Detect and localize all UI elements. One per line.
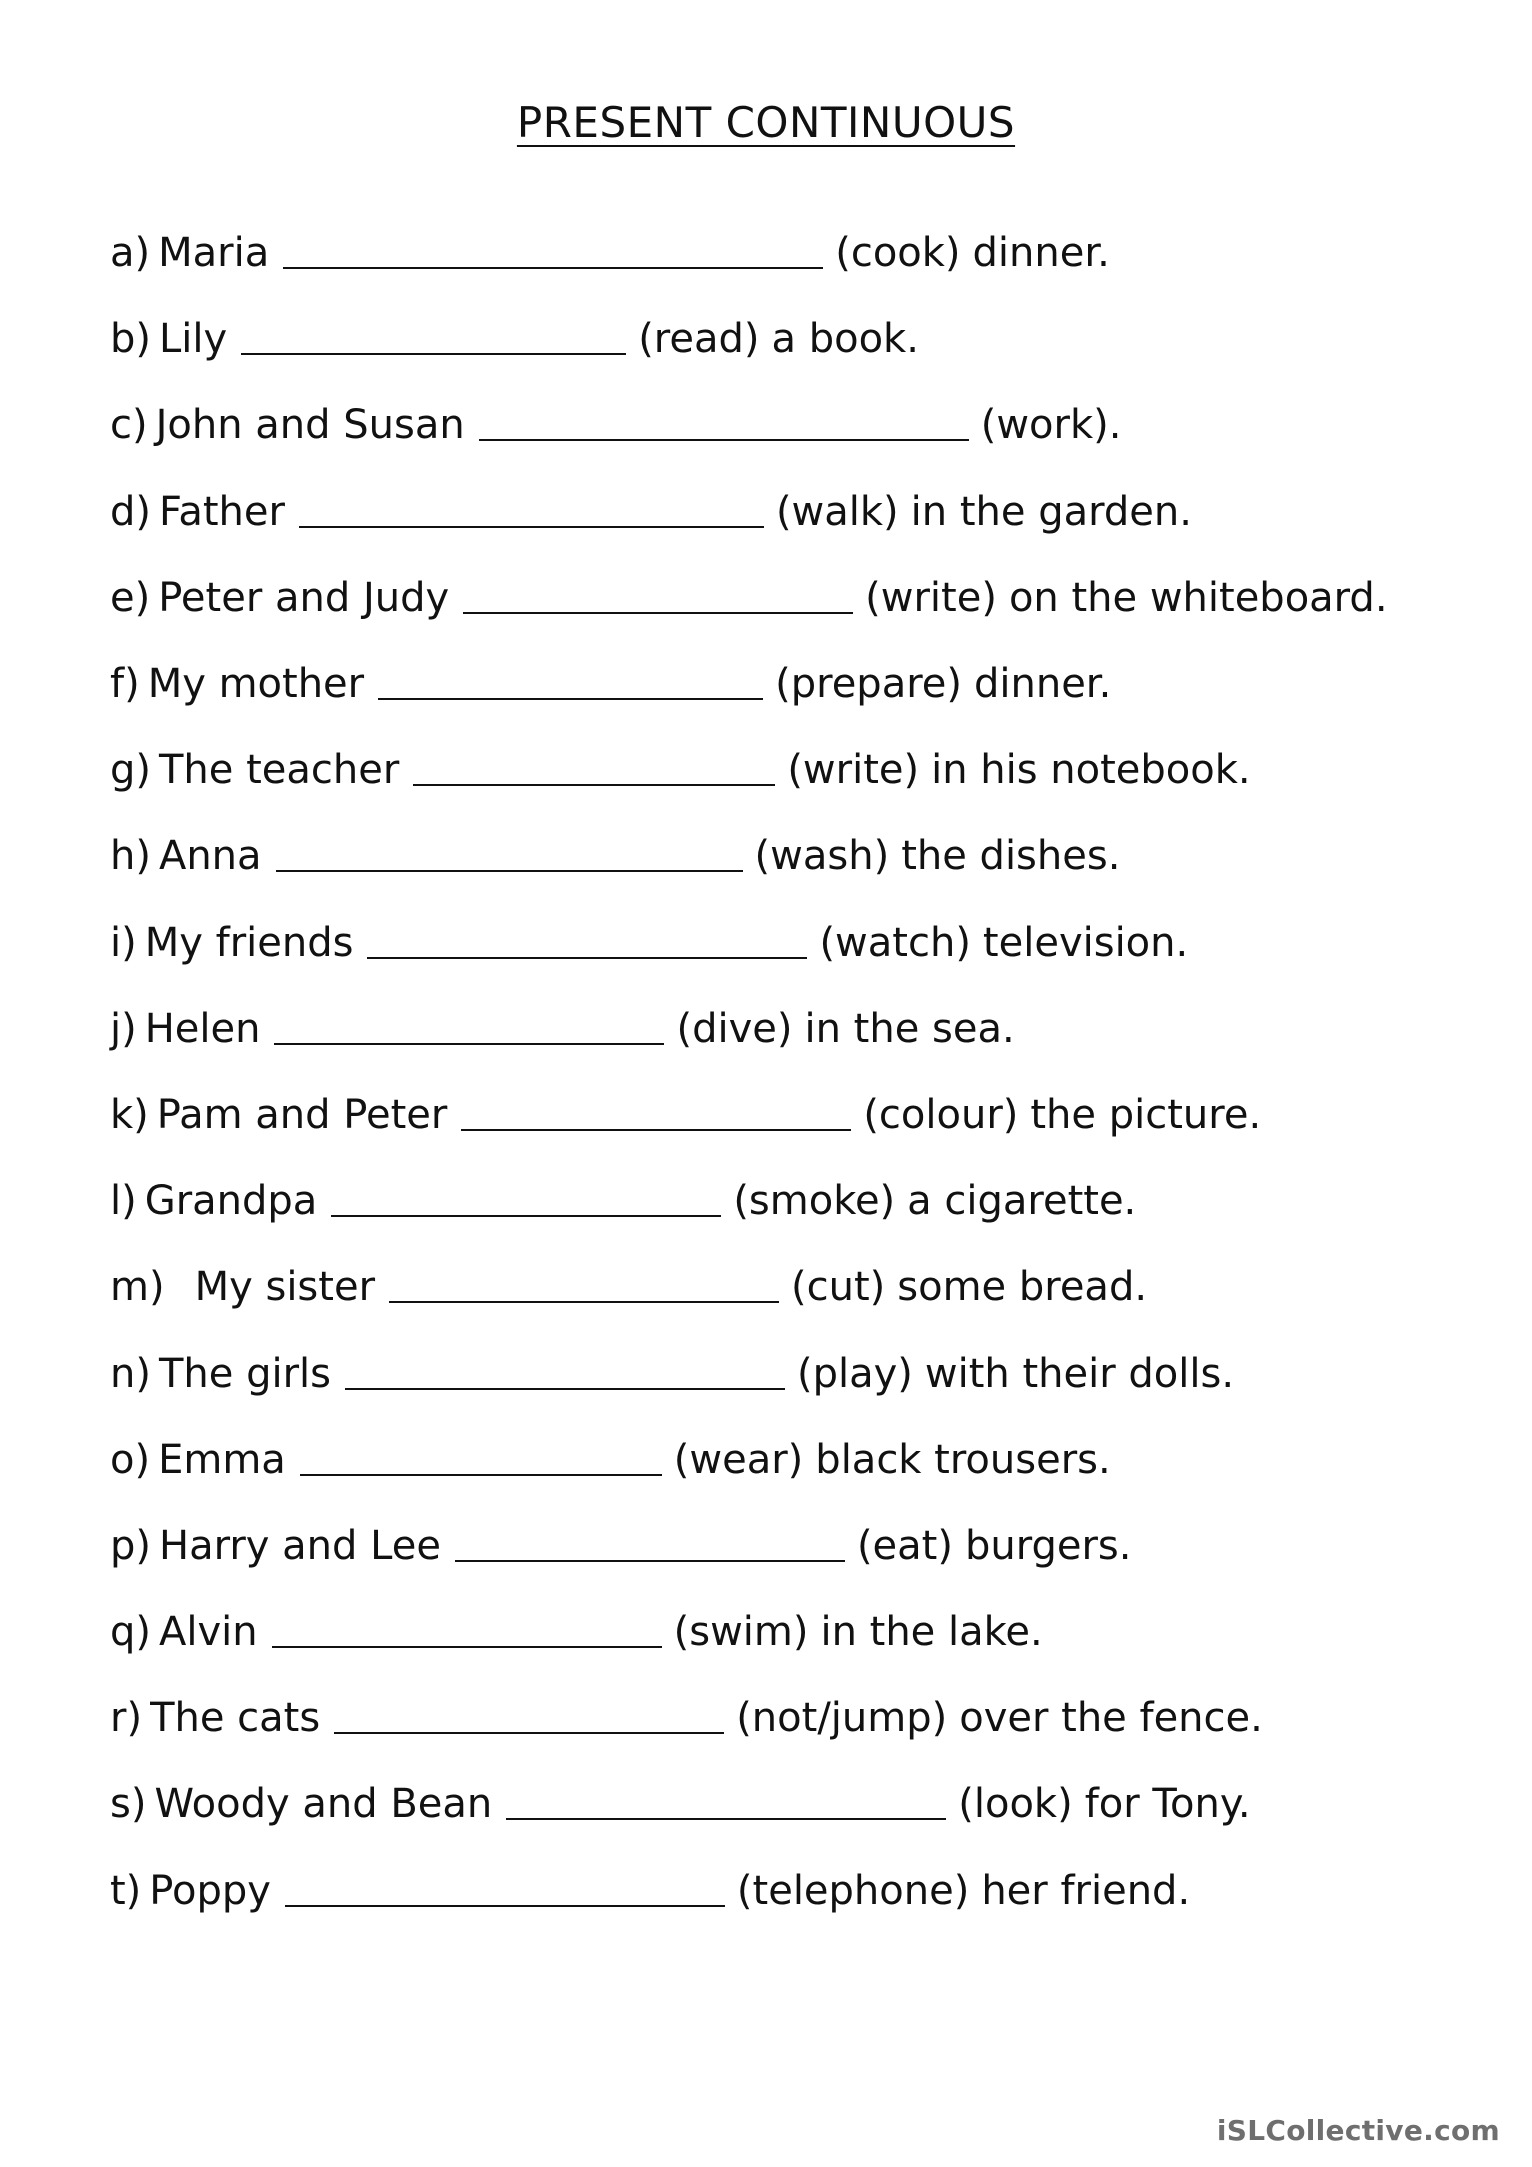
item-rest: in the garden. xyxy=(910,488,1192,535)
answer-blank[interactable] xyxy=(274,1043,664,1045)
answer-blank[interactable] xyxy=(283,267,823,269)
item-subject: My sister xyxy=(194,1264,376,1311)
item-verb-hint: (watch) xyxy=(819,919,971,966)
item-letter: r) xyxy=(110,1695,143,1742)
item-rest: over the fence. xyxy=(959,1695,1263,1742)
exercise-item xyxy=(110,900,1470,986)
item-verb-hint: (cut) xyxy=(791,1264,886,1311)
answer-blank[interactable] xyxy=(285,1905,725,1907)
answer-blank[interactable] xyxy=(463,612,853,614)
answer-blank[interactable] xyxy=(389,1301,779,1303)
item-subject: Pam and Peter xyxy=(156,1091,448,1138)
answer-blank[interactable] xyxy=(345,1388,785,1390)
item-subject: Father xyxy=(159,488,285,535)
item-subject: The girls xyxy=(158,1350,331,1397)
exercise-item xyxy=(110,1244,1470,1330)
item-rest: black trousers. xyxy=(815,1436,1111,1483)
exercise-list xyxy=(110,210,1470,1934)
exercise-item xyxy=(110,1503,1470,1589)
item-letter: g) xyxy=(110,747,151,794)
answer-blank[interactable] xyxy=(241,353,626,355)
exercise-item xyxy=(110,1675,1470,1761)
answer-blank[interactable] xyxy=(413,784,775,786)
watermark-footer: iSLCollective.com xyxy=(1216,2114,1500,2147)
item-rest: on the whiteboard. xyxy=(1008,574,1388,621)
item-letter: j) xyxy=(110,1005,137,1052)
exercise-item xyxy=(110,1589,1470,1675)
item-letter: a) xyxy=(110,230,151,277)
item-subject: Grandpa xyxy=(144,1178,318,1225)
item-rest: her friend. xyxy=(981,1867,1191,1914)
item-subject: The cats xyxy=(150,1695,321,1742)
item-letter: n) xyxy=(110,1350,151,1397)
item-subject: The teacher xyxy=(159,747,400,794)
exercise-item xyxy=(110,1761,1470,1847)
item-subject: Anna xyxy=(158,833,262,880)
exercise-item xyxy=(110,727,1470,813)
answer-blank[interactable] xyxy=(276,870,743,872)
item-verb-hint: (colour) xyxy=(863,1091,1019,1138)
exercise-item xyxy=(110,1417,1470,1503)
item-verb-hint: (eat) xyxy=(856,1522,953,1569)
exercise-item xyxy=(110,296,1470,382)
item-verb-hint: (write) xyxy=(865,574,997,621)
item-subject: Peter and Judy xyxy=(158,574,450,621)
answer-blank[interactable] xyxy=(378,698,763,700)
item-subject: Alvin xyxy=(159,1609,258,1656)
answer-blank[interactable] xyxy=(331,1215,721,1217)
exercise-item xyxy=(110,1848,1470,1934)
item-rest: in the sea. xyxy=(804,1005,1015,1052)
item-rest: television. xyxy=(982,919,1189,966)
item-subject: Woody and Bean xyxy=(154,1781,493,1828)
item-letter: s) xyxy=(110,1781,147,1828)
item-rest: dinner. xyxy=(973,661,1112,708)
item-rest: a book. xyxy=(771,316,919,363)
item-subject: Lily xyxy=(159,316,228,363)
exercise-item xyxy=(110,469,1470,555)
item-letter: f) xyxy=(110,661,140,708)
item-verb-hint: (wash) xyxy=(754,833,890,880)
item-verb-hint: (look) xyxy=(958,1781,1073,1828)
item-letter: k) xyxy=(110,1091,149,1138)
item-verb-hint: (smoke) xyxy=(733,1178,896,1225)
exercise-item xyxy=(110,813,1470,899)
worksheet-title: PRESENT CONTINUOUS xyxy=(516,98,1016,147)
answer-blank[interactable] xyxy=(506,1818,946,1820)
item-subject: My mother xyxy=(147,661,365,708)
item-letter: t) xyxy=(110,1867,142,1914)
item-rest: the picture. xyxy=(1030,1091,1262,1138)
item-letter: l) xyxy=(110,1178,137,1225)
exercise-item xyxy=(110,555,1470,641)
item-verb-hint: (dive) xyxy=(676,1005,793,1052)
item-verb-hint: (wear) xyxy=(673,1436,804,1483)
item-verb-hint: (swim) xyxy=(673,1609,809,1656)
item-subject: Poppy xyxy=(149,1867,271,1914)
answer-blank[interactable] xyxy=(300,1474,662,1476)
item-letter: m) xyxy=(110,1264,165,1311)
exercise-item xyxy=(110,1158,1470,1244)
item-letter: c) xyxy=(110,402,148,449)
item-subject: Emma xyxy=(158,1436,286,1483)
item-letter: b) xyxy=(110,316,151,363)
item-letter: p) xyxy=(110,1522,151,1569)
item-verb-hint: (cook) xyxy=(835,230,961,277)
answer-blank[interactable] xyxy=(367,957,807,959)
exercise-item xyxy=(110,382,1470,468)
item-verb-hint: (write) xyxy=(787,747,920,794)
item-rest: in his notebook. xyxy=(931,747,1251,794)
item-subject: Maria xyxy=(158,230,270,277)
item-letter: o) xyxy=(110,1436,151,1483)
exercise-item xyxy=(110,210,1470,296)
exercise-item xyxy=(110,1072,1470,1158)
item-subject: My friends xyxy=(144,919,354,966)
item-subject: John and Susan xyxy=(155,402,465,449)
item-letter: i) xyxy=(110,919,137,966)
item-rest: in the lake. xyxy=(820,1609,1043,1656)
answer-blank[interactable] xyxy=(461,1129,851,1131)
item-verb-hint: (play) xyxy=(796,1350,913,1397)
item-letter: q) xyxy=(110,1609,151,1656)
item-rest: with their dolls. xyxy=(924,1350,1235,1397)
item-subject: Helen xyxy=(144,1005,261,1052)
answer-blank[interactable] xyxy=(334,1732,724,1734)
exercise-item xyxy=(110,1330,1470,1416)
item-verb-hint: (work). xyxy=(980,402,1122,449)
item-verb-hint: (prepare) xyxy=(775,661,962,708)
item-letter: h) xyxy=(110,833,151,880)
answer-blank[interactable] xyxy=(455,1560,845,1562)
exercise-item xyxy=(110,641,1470,727)
item-verb-hint: (telephone) xyxy=(736,1867,970,1914)
item-subject: Harry and Lee xyxy=(159,1522,441,1569)
item-letter: d) xyxy=(110,488,151,535)
item-rest: the dishes. xyxy=(901,833,1121,880)
answer-blank[interactable] xyxy=(272,1646,662,1648)
item-rest: dinner. xyxy=(972,230,1110,277)
exercise-item xyxy=(110,986,1470,1072)
item-verb-hint: (read) xyxy=(638,316,760,363)
answer-blank[interactable] xyxy=(299,526,764,528)
item-verb-hint: (not/jump) xyxy=(736,1695,948,1742)
item-verb-hint: (walk) xyxy=(775,488,899,535)
item-rest: some bread. xyxy=(897,1264,1148,1311)
item-letter: e) xyxy=(110,574,151,621)
item-rest: for Tony. xyxy=(1084,1781,1251,1828)
item-rest: burgers. xyxy=(964,1522,1132,1569)
item-rest: a cigarette. xyxy=(907,1178,1137,1225)
answer-blank[interactable] xyxy=(479,439,969,441)
